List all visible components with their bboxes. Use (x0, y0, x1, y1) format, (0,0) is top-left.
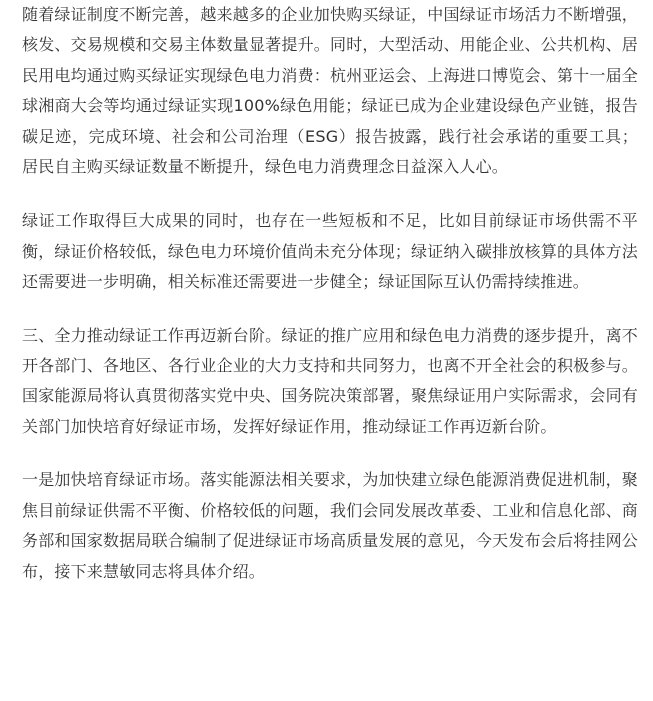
paragraph-shortcomings: 绿证工作取得巨大成果的同时，也存在一些短板和不足，比如目前绿证市场供需不平衡，绿证价格较低，绿色电力环境价值尚未充分体现；绿证纳入碳排放核算的具体方法还需要进一步明确，相关标准还需要进一步健全；绿证国际互认仍需持续推进。 (22, 211, 638, 292)
article-body (22, 0, 638, 587)
paragraph-cultivate-market: 一是加快培育绿证市场。落实能源法相关要求，为加快建立绿色能源消费促进机制，聚焦目前绿证供需不平衡、价格较低的问题，我们会同发展改革委、工业和信息化部、商务部和国家数据局联合编制了促进绿证市场高质量发展的意见，今天发布会后将挂网公布，接下来慧敏同志将具体介绍。 (22, 470, 638, 581)
paragraph-section-three: 三、全力推动绿证工作再迈新台阶。绿证的推广应用和绿色电力消费的逐步提升，离不开各部门、各地区、各行业企业的大力支持和共同努力，也离不开全社会的积极参与。国家能源局将认真贯彻落实党中央、国务院决策部署，聚焦绿证用户实际需求，会同有关部门加快培育好绿证市场，发挥好绿证作用，推动绿证工作再迈新台阶。 (22, 325, 638, 436)
paragraph-green-certificate-progress: 随着绿证制度不断完善，越来越多的企业加快购买绿证，中国绿证市场活力不断增强，核发、交易规模和交易主体数量显著提升。同时，大型活动、用能企业、公共机构、居民用电均通过购买绿证实现绿色电力消费：杭州亚运会、上海进口博览会、第十一届全球湘商大会等均通过绿证实现100%绿色用能；绿证已成为企业建设绿色产业链，报告碳足迹，完成环境、社会和公司治理（ESG）报告披露，践行社会承诺的重要工具；居民自主购买绿证数量不断提升，绿色电力消费理念日益深入人心。 (22, 5, 638, 177)
